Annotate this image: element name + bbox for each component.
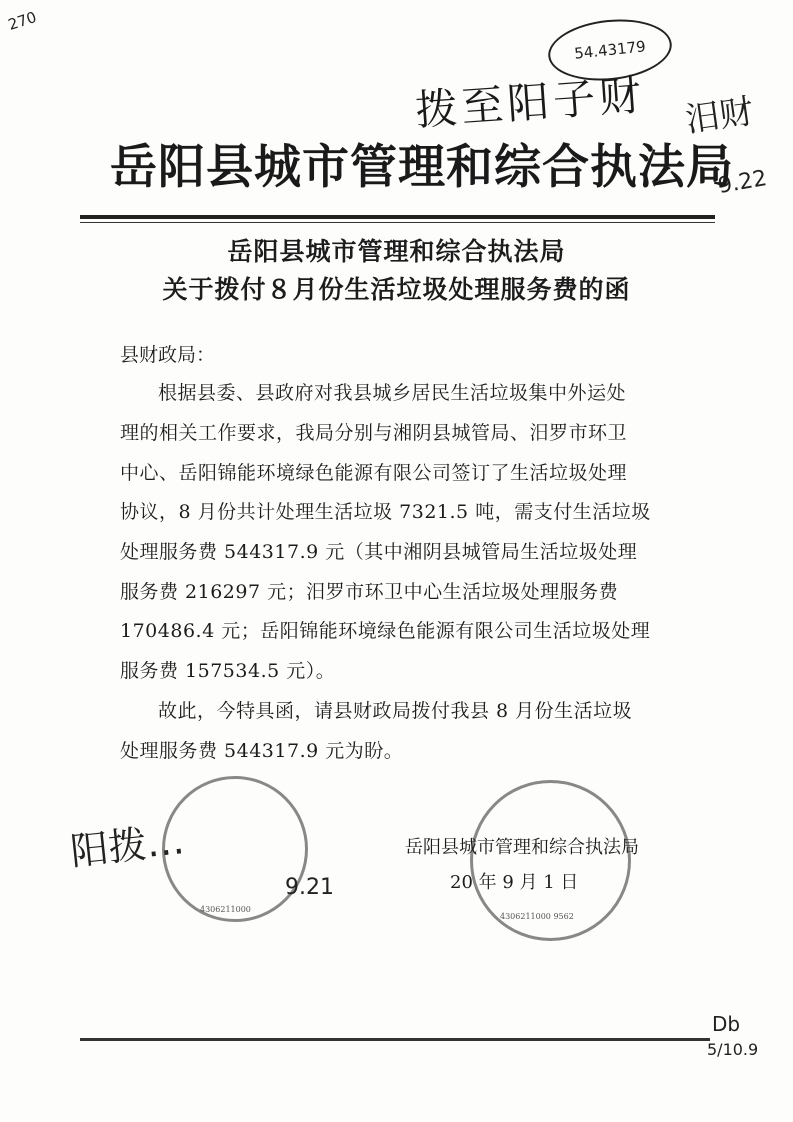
handwritten-left-date: 9.21 [285,875,334,900]
circled-number-text: 54.43179 [573,37,647,63]
body-line: 理的相关工作要求，我局分别与湘阴县城管局、汨罗市环卫 [120,422,628,444]
body-line: 服务费 216297 元；汨罗市环卫中心生活垃圾处理服务费 [120,581,619,603]
body-line: 故此，今特具函，请县财政局拨付我县 8 月份生活垃圾 [158,700,633,722]
body-line: 中心、岳阳锦能环境绿色能源有限公司签订了生活垃圾处理 [120,462,628,484]
handwritten-bottom-right-mark: Db [712,1012,741,1036]
document-title-line-2: 关于拨付８月份生活垃圾处理服务费的函 [162,275,631,304]
letterhead-rule-thin [80,222,715,223]
signer-name: 岳阳县城市管理和综合执法局 [405,837,639,858]
body-line: 处理服务费 544317.9 元（其中湘阴县城管局生活垃圾处理 [120,541,638,563]
body-line: 170486.4 元；岳阳锦能环境绿色能源有限公司生活垃圾处理 [120,620,651,642]
handwritten-right-date: 9.22 [716,165,769,200]
letterhead-masthead: 岳阳县城市管理和综合执法局 [110,140,734,195]
body-line: 处理服务费 544317.9 元为盼。 [120,740,404,762]
letterhead-rule-thick [80,215,715,219]
body-line: 协议，8 月份共计处理生活垃圾 7321.5 吨，需支付生活垃圾 [120,501,651,523]
seal-left-code: 4306211000 [200,905,251,914]
body-line: 根据县委、县政府对我县城乡居民生活垃圾集中外运处 [158,382,627,404]
salutation: 县财政局： [120,344,216,366]
handwritten-top-note: 拨至阳子财 [413,70,647,135]
footer-rule [80,1038,710,1041]
signature-date: 20 年 9 月 1 日 [450,872,579,893]
body-line: 服务费 157534.5 元）。 [120,660,336,682]
handwritten-bottom-right-date: 5/10.9 [707,1040,759,1059]
seal-right-code: 4306211000 9562 [500,912,574,921]
handwritten-right-note: 汨财 [683,91,756,141]
document-title-line-1: 岳阳县城市管理和综合执法局 [227,237,566,266]
handwritten-left-note: 阳拨… [68,818,187,874]
handwritten-corner-mark: 270 [5,8,39,34]
